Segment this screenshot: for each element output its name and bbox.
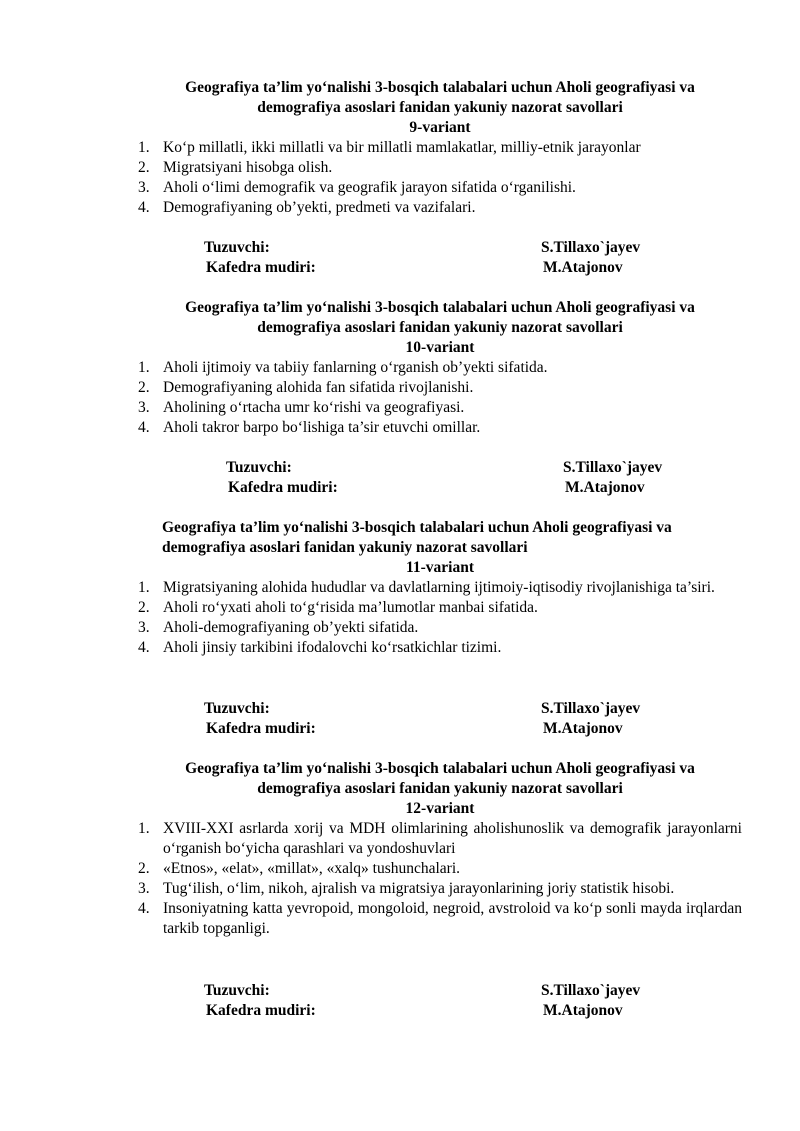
list-item: 2. Migratsiyani hisobga olish. (138, 158, 742, 178)
head-label: Kafedra mudiri: (228, 479, 338, 496)
list-item: 1. Migratsiyaning alohida hududlar va davlatlarning ijtimoiy-iqtisodiy rivojlanishiga ta’siri. (138, 578, 742, 598)
variant-section-10 (138, 298, 742, 438)
title-line-1: Geografiya ta’lim yo‘nalishi 3-bosqich talabalari uchun Aholi geografiyasi va (162, 519, 672, 536)
author-label: Tuzuvchi: (204, 239, 270, 256)
author-label: Tuzuvchi: (204, 982, 270, 999)
section-title (138, 298, 742, 338)
question-list (138, 358, 742, 438)
question-list (138, 138, 742, 218)
question-text: Aholi takror barpo bo‘lishiga ta’sir etuvchi omillar. (163, 419, 481, 436)
list-item: 4. Aholi takror barpo bo‘lishiga ta’sir etuvchi omillar. (138, 418, 742, 438)
question-text: Tug‘ilish, o‘lim, nikoh, ajralish va migratsiya jarayonlarining joriy statistik hisobi. (163, 880, 675, 897)
head-name: M.Atajonov (543, 720, 623, 737)
question-list (138, 578, 742, 658)
question-text: Insoniyatning katta yevropoid, mongoloid, negroid, avstroloid va ko‘p sonli mayda irqlardan tarkib topganligi. (163, 900, 742, 937)
variant-heading: 11-variant (405, 559, 475, 576)
section-title (138, 78, 742, 118)
question-text: Aholi jinsiy tarkibini ifodalovchi ko‘rsatkichlar tizimi. (163, 639, 502, 656)
list-item: 1. Aholi ijtimoiy va tabiiy fanlarning o‘rganish ob’yekti sifatida. (138, 358, 742, 378)
list-item: 4. Aholi jinsiy tarkibini ifodalovchi ko‘rsatkichlar tizimi. (138, 638, 742, 658)
author-name: S.Tillaxo`jayev (541, 982, 641, 999)
question-text: XVIII-XXI asrlarda xorij va MDH olimlarining aholishunoslik va demografik jarayonlarni o‘rganish bo‘yicha qarashlari va yondoshuvlari (163, 820, 742, 857)
section-title (138, 518, 742, 558)
title-line-2: demografiya asoslari fanidan yakuniy nazorat savollari (257, 99, 623, 116)
head-name: M.Atajonov (565, 479, 645, 496)
title-line-1: Geografiya ta’lim yo‘nalishi 3-bosqich talabalari uchun Aholi geografiyasi va (185, 760, 695, 777)
author-name: S.Tillaxo`jayev (541, 239, 641, 256)
question-text: Ko‘p millatli, ikki millatli va bir millatli mamlakatlar, milliy-etnik jarayonlar (163, 139, 641, 156)
question-text: Aholi o‘limi demografik va geografik jarayon sifatida o‘rganilishi. (163, 179, 576, 196)
list-item: 3. Aholi o‘limi demografik va geografik jarayon sifatida o‘rganilishi. (138, 178, 742, 198)
list-item: 4. Insoniyatning katta yevropoid, mongoloid, negroid, avstroloid va ko‘p sonli mayda irqlardan tarkib topganligi. (138, 900, 742, 937)
question-list (138, 819, 742, 939)
question-text: Aholi ijtimoiy va tabiiy fanlarning o‘rganish ob’yekti sifatida. (163, 359, 548, 376)
title-line-1: Geografiya ta’lim yo‘nalishi 3-bosqich talabalari uchun Aholi geografiyasi va (185, 299, 695, 316)
title-line-2: demografiya asoslari fanidan yakuniy nazorat savollari (162, 539, 528, 556)
head-label: Kafedra mudiri: (206, 720, 316, 737)
question-text: Migratsiyaning alohida hududlar va davlatlarning ijtimoiy-iqtisodiy rivojlanishiga ta’siri. (163, 579, 715, 596)
variant-heading: 10-variant (405, 339, 475, 356)
list-item: 3. Aholi-demografiyaning ob’yekti sifatida. (138, 618, 742, 638)
question-text: Aholi ro‘yxati aholi to‘g‘risida ma’lumotlar manbai sifatida. (163, 599, 538, 616)
author-label: Tuzuvchi: (204, 700, 270, 717)
title-line-2: demografiya asoslari fanidan yakuniy nazorat savollari (257, 780, 623, 797)
variant-section-11 (138, 518, 742, 658)
head-name: M.Atajonov (543, 1002, 623, 1019)
variant-heading: 9-variant (409, 119, 471, 136)
title-line-2: demografiya asoslari fanidan yakuniy nazorat savollari (257, 319, 623, 336)
list-item: 1. XVIII-XXI asrlarda xorij va MDH olimlarining aholishunoslik va demografik jarayonlarni o‘rganish bo‘yicha qarashlari va yondoshuvlari (138, 820, 742, 857)
question-text: Aholi-demografiyaning ob’yekti sifatida. (163, 619, 419, 636)
head-label: Kafedra mudiri: (206, 1002, 316, 1019)
author-name: S.Tillaxo`jayev (563, 459, 663, 476)
list-item: 4. Demografiyaning ob’yekti, predmeti va vazifalari. (138, 198, 742, 218)
question-text: Migratsiyani hisobga olish. (163, 159, 333, 176)
question-text: Demografiyaning ob’yekti, predmeti va vazifalari. (163, 199, 476, 216)
list-item: 2. «Etnos», «elat», «millat», «xalq» tushunchalari. (138, 859, 742, 879)
title-line-1: Geografiya ta’lim yo‘nalishi 3-bosqich talabalari uchun Aholi geografiyasi va (185, 79, 695, 96)
variant-section-12 (138, 759, 742, 939)
question-text: Aholining o‘rtacha umr ko‘rishi va geografiyasi. (163, 399, 465, 416)
list-item: 2. Aholi ro‘yxati aholi to‘g‘risida ma’lumotlar manbai sifatida. (138, 598, 742, 618)
section-title (138, 759, 742, 799)
list-item: 2. Demografiyaning alohida fan sifatida rivojlanishi. (138, 378, 742, 398)
variant-section-9 (138, 78, 742, 218)
variant-heading: 12-variant (405, 800, 475, 817)
list-item: 1. Ko‘p millatli, ikki millatli va bir millatli mamlakatlar, milliy-etnik jarayonlar (138, 138, 742, 158)
question-text: «Etnos», «elat», «millat», «xalq» tushunchalari. (163, 860, 461, 877)
list-item: 3. Aholining o‘rtacha umr ko‘rishi va geografiyasi. (138, 398, 742, 418)
head-name: M.Atajonov (543, 259, 623, 276)
list-item: 3. Tug‘ilish, o‘lim, nikoh, ajralish va migratsiya jarayonlarining joriy statistik hisobi. (138, 879, 742, 899)
question-text: Demografiyaning alohida fan sifatida rivojlanishi. (163, 379, 474, 396)
author-name: S.Tillaxo`jayev (541, 700, 641, 717)
head-label: Kafedra mudiri: (206, 259, 316, 276)
author-label: Tuzuvchi: (226, 459, 292, 476)
